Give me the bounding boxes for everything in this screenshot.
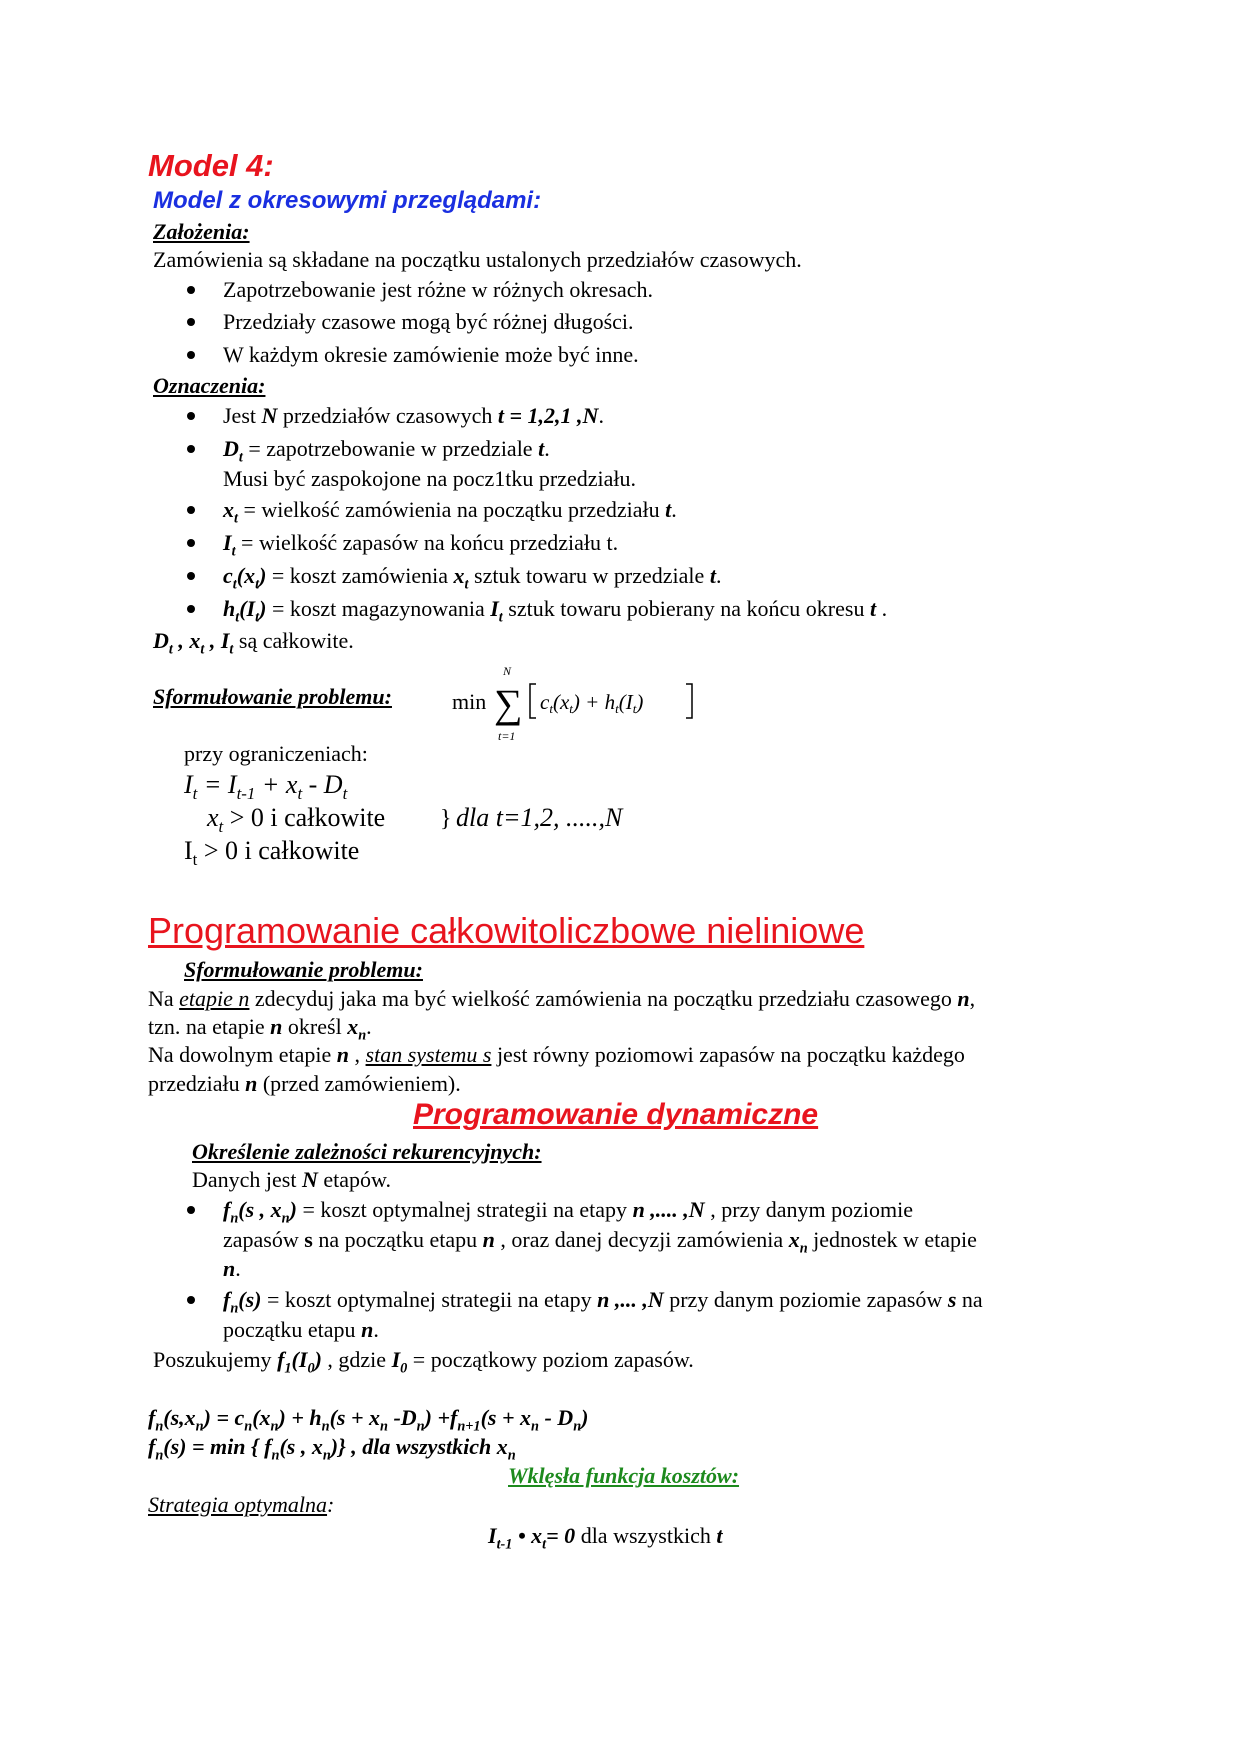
notation-item: $x_t$ = wielkość zamówienia na początku przedziału t. bbox=[223, 497, 677, 527]
paragraph-line: Na etapie n zdecyduj jaka ma być wielkość zamówienia na początku przedziału czasowego n, bbox=[148, 986, 976, 1011]
model-subtitle: Model z okresowymi przeglądami: bbox=[153, 187, 542, 214]
notation-item: $c_t(x_t)$ = koszt zamówienia $x_t$ sztuk towaru w przedziale t. bbox=[223, 563, 722, 593]
bullet-icon bbox=[187, 318, 195, 326]
section-title: Programowanie całkowitoliczbowe nieliniowe bbox=[148, 910, 865, 951]
assumptions-intro: Zamówienia są składane na początku ustalonych przedziałów czasowych. bbox=[153, 247, 802, 272]
formulation-label: Sformułowanie problemu: bbox=[153, 684, 392, 709]
recurrence-equation: $f_n(s,x_n) = c_n(x_n) + h_n(s + x_n$ $-D_n) +f_{n+1}(s + x_n - D_n)$ bbox=[148, 1405, 589, 1435]
right-bracket-icon bbox=[686, 684, 692, 718]
constraint-order: $x_t > 0$ i całkowite bbox=[207, 803, 386, 837]
brace-icon: } bbox=[440, 806, 452, 832]
definition-item-continuation: n. bbox=[223, 1256, 241, 1281]
assumption-item: W każdym okresie zamówienie może być inne. bbox=[223, 342, 639, 367]
section-title: Programowanie dynamiczne bbox=[413, 1098, 819, 1131]
bullet-icon bbox=[187, 445, 195, 453]
notation-item: $h_t(I_t)$ = koszt magazynowania $I_t$ sztuk towaru pobierany na końcu okresu t . bbox=[223, 596, 888, 626]
bullet-icon bbox=[187, 351, 195, 359]
bullet-icon bbox=[187, 605, 195, 613]
constraint-balance: $I_t = I_{t-1} + x_t - D_t$ bbox=[184, 770, 348, 804]
definition-item-continuation: początku etapu n. bbox=[223, 1317, 379, 1342]
bullet-icon bbox=[187, 1206, 195, 1214]
search-goal: Poszukujemy $f_1(I_0)$ , gdzie $I_0$ = początkowy poziom zapasów. bbox=[153, 1347, 694, 1377]
formula-body: ct(xt) + ht(It) bbox=[540, 690, 644, 716]
notation-item: Jest N przedziałów czasowych t = 1,2,1 ,N. bbox=[223, 403, 604, 428]
bullet-icon bbox=[187, 1296, 195, 1304]
definition-item: $f_n(s)$ = koszt optymalnej strategii na etapy n ,... ,N przy danym poziomie zapasów s na bbox=[223, 1287, 983, 1317]
model-title: Model 4: bbox=[148, 148, 274, 183]
notation-item-continuation: Musi być zaspokojone na pocz1tku przedziału. bbox=[223, 466, 636, 491]
formula-min: min bbox=[452, 689, 487, 714]
paragraph-line: przedziału n (przed zamówieniem). bbox=[148, 1071, 461, 1096]
optimal-condition: $I_{t-1}$ • $x_t= 0$ dla wszystkich t bbox=[488, 1523, 723, 1553]
constraints-label: przy ograniczeniach: bbox=[184, 741, 368, 766]
concave-cost-label: Wklęsła funkcja kosztów: bbox=[508, 1463, 740, 1488]
constraint-inventory: $I_t > 0$ i całkowite bbox=[184, 836, 360, 870]
objective-formula bbox=[450, 660, 700, 742]
assumption-item: Zapotrzebowanie jest różne w różnych okresach. bbox=[223, 277, 654, 302]
bullet-icon bbox=[187, 412, 195, 420]
stages-intro: Danych jest N etapów. bbox=[192, 1167, 391, 1192]
definition-item-continuation: zapasów s na początku etapu n , oraz danej decyzji zamówienia $x_n$ jednostek w etapie bbox=[223, 1227, 977, 1257]
sigma-icon: ∑ bbox=[494, 681, 523, 726]
bullet-icon bbox=[187, 539, 195, 547]
optimal-strategy-label: Strategia optymalna: bbox=[148, 1492, 335, 1517]
bullet-icon bbox=[187, 286, 195, 294]
notation-label: Oznaczenia: bbox=[153, 373, 266, 398]
constraint-range: dla t=1,2, .....,N bbox=[456, 803, 623, 832]
bullet-icon bbox=[187, 506, 195, 514]
paragraph-line: Na dowolnym etapie n , stan systemu s jest równy poziomowi zapasów na początku każdego bbox=[148, 1042, 965, 1067]
left-bracket-icon bbox=[530, 684, 536, 718]
notation-item: $I_t$ = wielkość zapasów na końcu przedziału t. bbox=[223, 530, 619, 560]
definition-item: $f_n(s$ , $x_n$) = koszt optymalnej strategii na etapy n ,.... ,N , przy danym poziomie bbox=[223, 1197, 914, 1227]
integer-note: $D_t$ , $x_t$ , $I_t$ są całkowite. bbox=[153, 628, 354, 658]
recurrence-label: Określenie zależności rekurencyjnych: bbox=[192, 1139, 542, 1164]
bullet-icon bbox=[187, 572, 195, 580]
min-equation: $f_n(s) = \min$ { $f_n(s$ , $x_n$)} , dla wszystkich $x_n$ bbox=[148, 1434, 516, 1464]
formula-lower: t=1 bbox=[498, 729, 516, 742]
assumptions-label: Założenia: bbox=[153, 219, 250, 244]
formulation-label: Sformułowanie problemu: bbox=[184, 957, 423, 982]
formula-upper: N bbox=[503, 664, 512, 678]
paragraph-line: tzn. na etapie n określ $x_n$. bbox=[148, 1014, 372, 1044]
assumption-item: Przedziały czasowe mogą być różnej długości. bbox=[223, 309, 634, 334]
notation-item: $D_t$ = zapotrzebowanie w przedziale t. bbox=[223, 436, 550, 466]
